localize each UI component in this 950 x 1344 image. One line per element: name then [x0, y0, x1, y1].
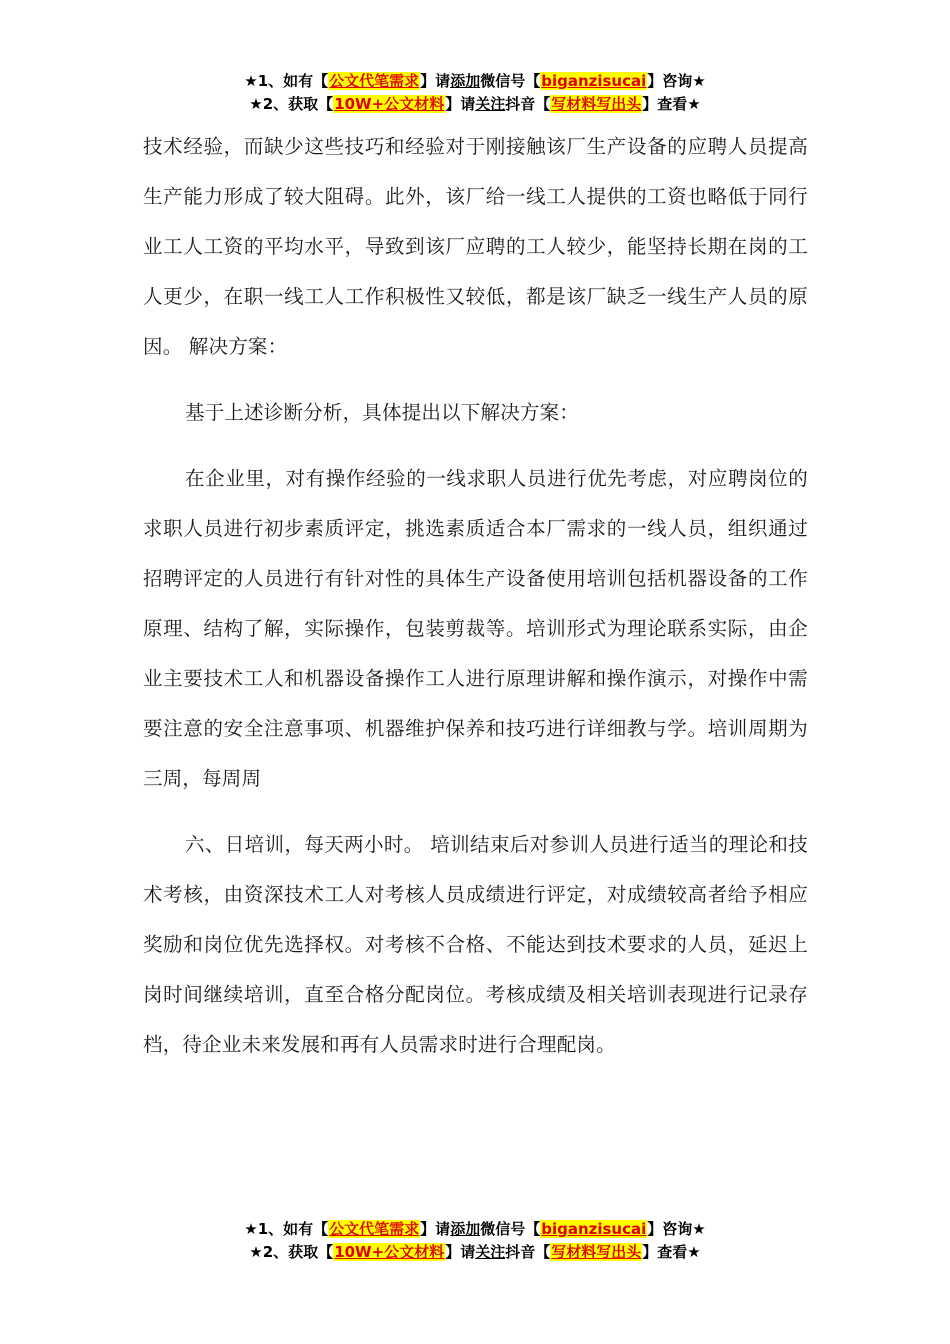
banner-text: ★1、如有【: [244, 72, 329, 90]
banner-text: 】请: [420, 72, 451, 90]
banner-text: 】查看★: [642, 95, 701, 113]
underlined-follow: 关注: [475, 1243, 506, 1261]
underlined-add: 添加: [450, 72, 481, 90]
banner-text: 】请: [445, 95, 476, 113]
document-body: [143, 122, 808, 1070]
banner-line-2: [0, 1241, 950, 1264]
banner-text: 】查看★: [642, 1243, 701, 1261]
highlight-ghostwriting: 公文代笔需求: [329, 72, 420, 90]
highlight-materials: 10W+公文材料: [334, 1243, 445, 1261]
banner-text: 抖音【: [505, 95, 551, 113]
paragraph-continuation: 技术经验，而缺少这些技巧和经验对于刚接触该厂生产设备的应聘人员提高生产能力形成了较大阻碍。此外，该厂给一线工人提供的工资也略低于同行业工人工资的平均水平，导致到该厂应聘的工人较少，能坚持长期在岗的工人更少，在职一线工人工作积极性又较低，都是该厂缺乏一线生产人员的原因。 解决方案：: [143, 135, 808, 358]
banner-text: ★1、如有【: [244, 1220, 329, 1238]
highlight-douyin-account: 写材料写出头: [551, 95, 642, 113]
banner-line-2: [0, 93, 950, 116]
banner-text: 】请: [420, 1220, 451, 1238]
underlined-follow: 关注: [475, 95, 506, 113]
footer-banner: [0, 1218, 950, 1264]
banner-line-1: [0, 1218, 950, 1241]
highlight-ghostwriting: 公文代笔需求: [329, 1220, 420, 1238]
paragraph-training-plan: 在企业里，对有操作经验的一线求职人员进行优先考虑，对应聘岗位的求职人员进行初步素质评定，挑选素质适合本厂需求的一线人员，组织通过招聘评定的人员进行有针对性的具体生产设备使用培训包括机器设备的工作原理、结构了解，实际操作，包装剪裁等。培训形式为理论联系实际，由企业主要技术工人和机器设备操作工人进行原理讲解和操作演示，对操作中需要注意的安全注意事项、机器维护保养和技巧进行详细教与学。培训周期为三周，每周周: [143, 467, 808, 790]
banner-text: ★2、获取【: [249, 1243, 334, 1261]
banner-text: 】咨询★: [647, 72, 706, 90]
banner-text: 】咨询★: [647, 1220, 706, 1238]
banner-text: 抖音【: [505, 1243, 551, 1261]
highlight-wechat-id: biganzisucai: [541, 1220, 647, 1238]
paragraph-assessment: 六、日培训，每天两小时。 培训结束后对参训人员进行适当的理论和技术考核，由资深技术工人对考核人员成绩进行评定，对成绩较高者给予相应奖励和岗位优先选择权。对考核不合格、不能达到技术要求的人员，延迟上岗时间继续培训，直至合格分配岗位。考核成绩及相关培训表现进行记录存档，待企业未来发展和再有人员需求时进行合理配岗。: [143, 833, 808, 1056]
header-banner: [0, 70, 950, 116]
banner-text: 微信号【: [480, 72, 541, 90]
banner-text: 微信号【: [480, 1220, 541, 1238]
highlight-douyin-account: 写材料写出头: [551, 1243, 642, 1261]
banner-text: 】请: [445, 1243, 476, 1261]
highlight-wechat-id: biganzisucai: [541, 72, 647, 90]
banner-text: ★2、获取【: [249, 95, 334, 113]
highlight-materials: 10W+公文材料: [334, 95, 445, 113]
paragraph-intro-solutions: 基于上述诊断分析，具体提出以下解决方案：: [185, 401, 580, 424]
underlined-add: 添加: [450, 1220, 481, 1238]
banner-line-1: [0, 70, 950, 93]
